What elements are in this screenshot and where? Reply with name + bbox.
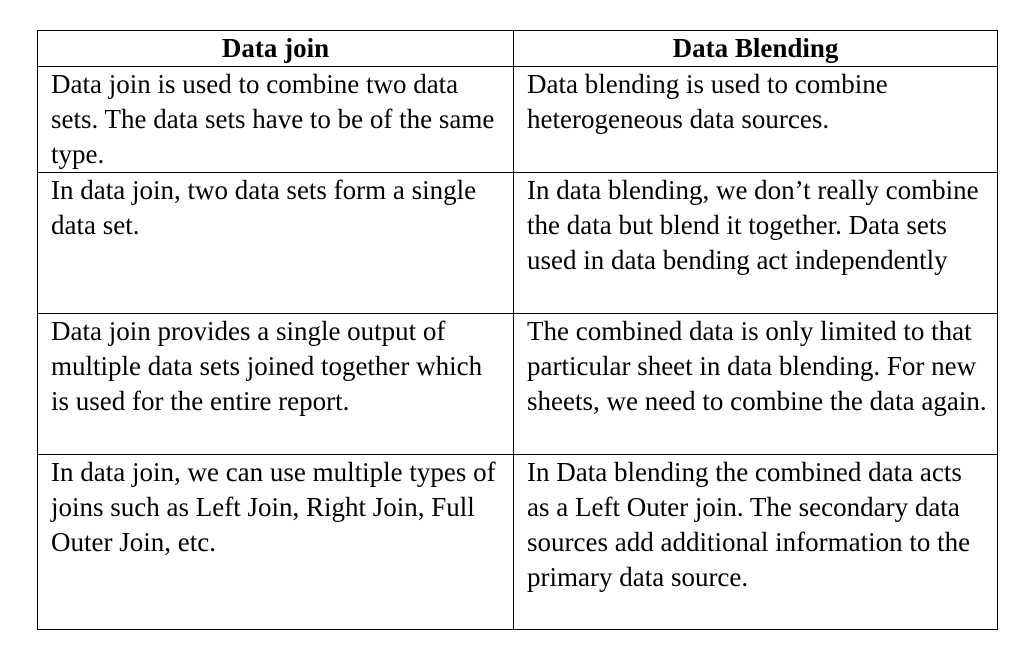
table-cell: In data join, two data sets form a single data set. [38,173,514,314]
table-row [38,455,998,630]
table-row [38,314,998,455]
table-cell: The combined data is only limited to that particular sheet in data blending. For new sheets, we need to combine the data again. [514,314,998,455]
column-header-data-blending: Data Blending [514,31,998,67]
table-row [38,173,998,314]
table-cell: Data join is used to combine two data sets. The data sets have to be of the same type. [38,67,514,173]
table-row [38,67,998,173]
table-cell: Data join provides a single output of multiple data sets joined together which is used for the entire report. [38,314,514,455]
table-cell: In data blending, we don’t really combine the data but blend it together. Data sets used in data bending act independently [514,173,998,314]
table-cell: In data join, we can use multiple types of joins such as Left Join, Right Join, Full Outer Join, etc. [38,455,514,630]
comparison-table [37,30,998,630]
table-cell: Data blending is used to combine heterogeneous data sources. [514,67,998,173]
column-header-data-join: Data join [38,31,514,67]
table-header-row [38,31,998,67]
table-cell: In Data blending the combined data acts as a Left Outer join. The secondary data sources add additional information to the primary data source. [514,455,998,630]
